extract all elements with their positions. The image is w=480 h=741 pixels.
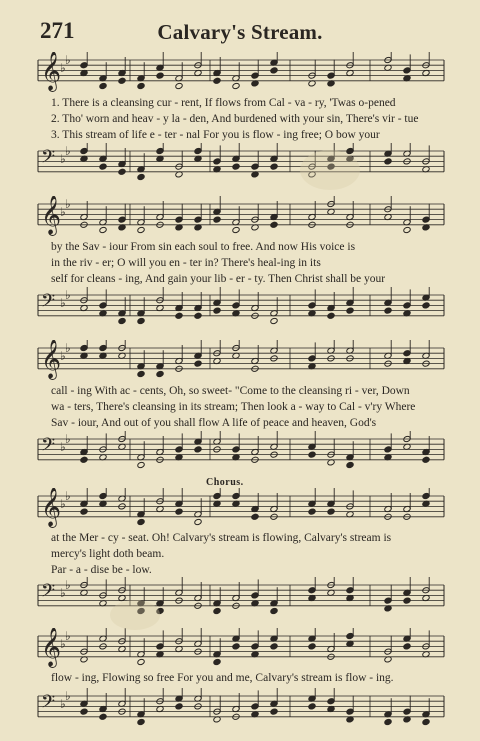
svg-text:♭: ♭ [60,349,66,363]
music-staff-bass-5 [0,688,480,736]
lyric-line: by the Sav - iour From sin each soul to free. And now His voice is [51,241,356,253]
lyric-line: flow - ing, Flowing so free For you and me, Calvary's stream is flow - ing. [51,672,394,684]
music-staff-treble-3 [0,340,480,390]
lyric-line: 3. This stream of life e - ter - nal For you is flow - ing free; O bow your [51,129,380,141]
svg-text:♭: ♭ [65,489,71,503]
chorus-label: Chorus. [206,477,244,488]
music-staff-bass-1 [0,143,480,193]
svg-text:♭: ♭ [65,197,71,211]
svg-text:♭: ♭ [60,497,66,511]
music-staff-bass-4 [0,577,480,627]
music-staff-treble-5 [0,628,480,678]
svg-text:♭: ♭ [60,586,66,600]
music-staff-bass-2 [0,287,480,337]
hymn-title: Calvary's Stream. [157,20,323,44]
lyric-line: call - ing With ac - cents, Oh, so sweet- "Come to the cleansing ri - ver, Down [51,385,410,397]
svg-text:♭: ♭ [60,61,66,75]
lyric-line: 1. There is a cleansing cur - rent, If flows from Cal - va - ry, 'Twas o-pened [51,97,396,109]
svg-text:♭: ♭ [65,629,71,643]
svg-text:𝄞: 𝄞 [41,628,62,667]
svg-text:♭: ♭ [60,637,66,651]
paper-stain [110,600,160,630]
svg-text:♭: ♭ [65,341,71,355]
svg-text:♭: ♭ [60,152,66,166]
lyric-line: at the Mer - cy - seat. Oh! Calvary's stream is flowing, Calvary's stream is [51,532,392,544]
lyric-line: self for cleans - ing, And gain your lib - er - ty. Then Christ shall be your [51,273,386,285]
music-staff-treble-2 [0,196,480,246]
svg-text:♭: ♭ [65,432,71,446]
lyric-line: wa - ters, There's cleansing in its stream; Then look a - way to Cal - v'ry Where [51,401,416,413]
lyric-line: in the riv - er; O will you en - ter in? There's heal-ing in its [51,257,321,269]
svg-text:♭: ♭ [60,440,66,454]
lyric-line: Par - a - dise be - low. [51,564,152,576]
lyric-line: mercy's light doth beam. [51,548,165,560]
svg-text:♭: ♭ [65,288,71,302]
paper-stain [300,150,360,190]
svg-text:𝄢: 𝄢 [41,581,56,606]
svg-text:𝄞: 𝄞 [41,340,62,379]
svg-text:♭: ♭ [65,53,71,67]
svg-text:𝄢: 𝄢 [41,692,56,717]
svg-text:𝄢: 𝄢 [41,147,56,172]
lyric-line: Sav - iour, And out of you shall flow A life of peace and heaven, God's [51,417,377,429]
svg-text:♭: ♭ [60,205,66,219]
svg-text:𝄞: 𝄞 [41,488,62,527]
svg-text:♭: ♭ [65,144,71,158]
svg-text:♭: ♭ [65,578,71,592]
svg-text:♭: ♭ [60,296,66,310]
svg-text:𝄞: 𝄞 [41,52,62,91]
svg-text:𝄞: 𝄞 [41,196,62,235]
lyric-line: 2. Tho' worn and heav - y la - den, And burdened with your sin, There's vir - tue [51,113,419,125]
music-staff-bass-3 [0,431,480,481]
svg-text:𝄢: 𝄢 [41,291,56,316]
music-staff-treble-4 [0,488,480,538]
hymn-number: 271 [40,18,75,43]
svg-text:♭: ♭ [65,689,71,703]
svg-text:♭: ♭ [60,697,66,711]
svg-text:𝄢: 𝄢 [41,435,56,460]
music-staff-treble-1 [0,52,480,102]
